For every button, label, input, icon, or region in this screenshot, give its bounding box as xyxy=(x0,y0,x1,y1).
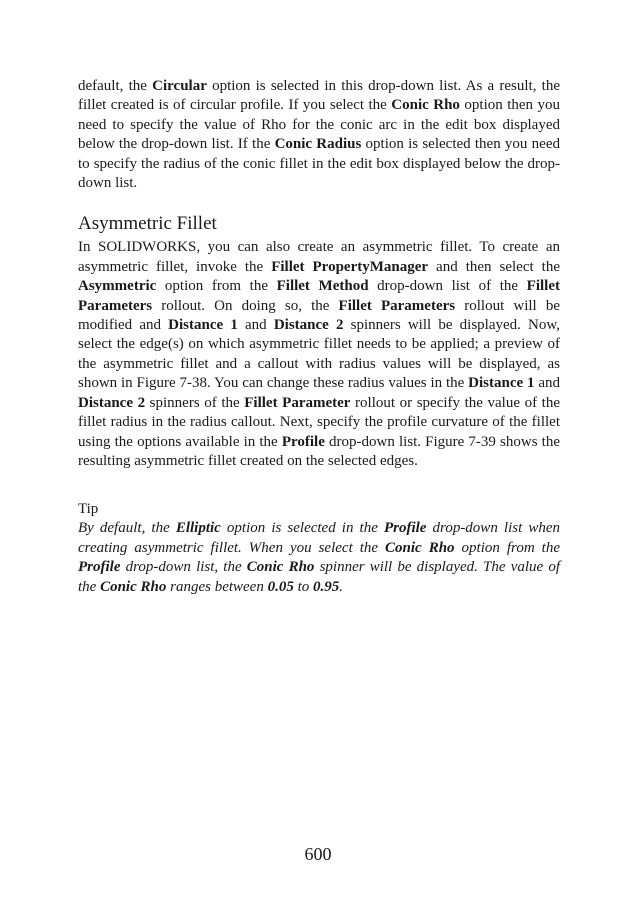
bold-term: Conic Radius xyxy=(274,136,362,153)
bold-term: Distance 2 xyxy=(78,394,146,411)
text-run: rollout. On doing so, the xyxy=(152,297,339,314)
text-run: default, the xyxy=(78,78,153,94)
text-run: option is selected then you need to specify the radius of the conic fillet in the edit box displayed below the drop-down list. xyxy=(78,136,560,192)
text-run: option is selected in this drop-down list. As a result, the fillet created is of circular profile. If you select the xyxy=(78,78,560,114)
bold-term: 0.05 xyxy=(267,578,294,595)
bold-term: Asymmetric xyxy=(78,278,157,295)
text-run: to xyxy=(293,578,314,595)
text-run: drop-down list when creating asymmetric fillet. When you select the xyxy=(78,520,560,556)
intro-paragraph xyxy=(78,77,560,193)
bold-term: Circular xyxy=(152,78,207,94)
text-run: rollout will be modified and xyxy=(78,297,560,334)
text-run: option is selected in the xyxy=(220,520,384,537)
text-run: drop-down list, the xyxy=(120,559,247,576)
text-run: option from the xyxy=(454,539,560,556)
text-run: option from the xyxy=(156,278,277,295)
text-run: and then select the xyxy=(428,258,560,275)
bold-term: Distance 2 xyxy=(273,317,344,334)
page-content xyxy=(78,77,560,597)
text-run: rollout or specify the value of the fillet radius in the radius callout. Next, specify the profile curvature of the fillet using the options available in the xyxy=(78,394,560,450)
text-run: spinner will be displayed. The value of the xyxy=(78,559,560,595)
bold-term: Fillet Method xyxy=(276,278,369,295)
tip-paragraph xyxy=(78,519,560,597)
text-run: and xyxy=(534,375,560,392)
bold-term: Conic Rho xyxy=(246,559,315,576)
bold-term: Conic Rho xyxy=(100,578,167,595)
page-number: 600 xyxy=(304,844,332,864)
bold-term: Profile xyxy=(281,433,325,450)
text-run: spinners will be displayed. Now, select the edge(s) on which asymmetric fillet needs to be applied; a preview of the asymmetric fillet and a callout with radius values will be displayed, as shown in Figure 7-38. You can change these radius values in the xyxy=(78,317,560,392)
bold-term: Distance 1 xyxy=(168,317,238,334)
bold-term: Fillet Parameters xyxy=(78,278,560,314)
text-run: In SOLIDWORKS, you can also create an asymmetric fillet. To create an asymmetric fillet, invoke the xyxy=(78,239,560,275)
text-run: and xyxy=(237,317,274,334)
section-heading: Asymmetric Fillet xyxy=(78,213,217,235)
bold-term: 0.95 xyxy=(313,578,340,595)
bold-term: Fillet PropertyManager xyxy=(271,258,429,275)
bold-term: Conic Rho xyxy=(391,97,460,114)
section-paragraph xyxy=(78,238,560,471)
text-run: spinners of the xyxy=(145,394,245,411)
text-run: ranges between xyxy=(166,578,268,595)
bold-term: Fillet Parameters xyxy=(338,297,456,314)
text-run: . xyxy=(339,578,344,595)
bold-term: Profile xyxy=(383,520,427,537)
text-run: By default, the xyxy=(78,520,176,537)
bold-term: Distance 1 xyxy=(468,375,535,392)
text-run: drop-down list. Figure 7-39 shows the resulting asymmetric fillet created on the selected edges. xyxy=(78,433,560,469)
tip-label: Tip xyxy=(78,501,99,518)
text-run: drop-down list of the xyxy=(368,278,527,295)
bold-term: Elliptic xyxy=(175,520,221,537)
text-run: option then you need to specify the value of Rho for the conic arc in the edit box displayed below the drop-down list. If the xyxy=(78,97,560,153)
bold-term: Conic Rho xyxy=(385,539,455,556)
bold-term: Profile xyxy=(78,559,121,576)
bold-term: Fillet Parameter xyxy=(244,394,351,411)
